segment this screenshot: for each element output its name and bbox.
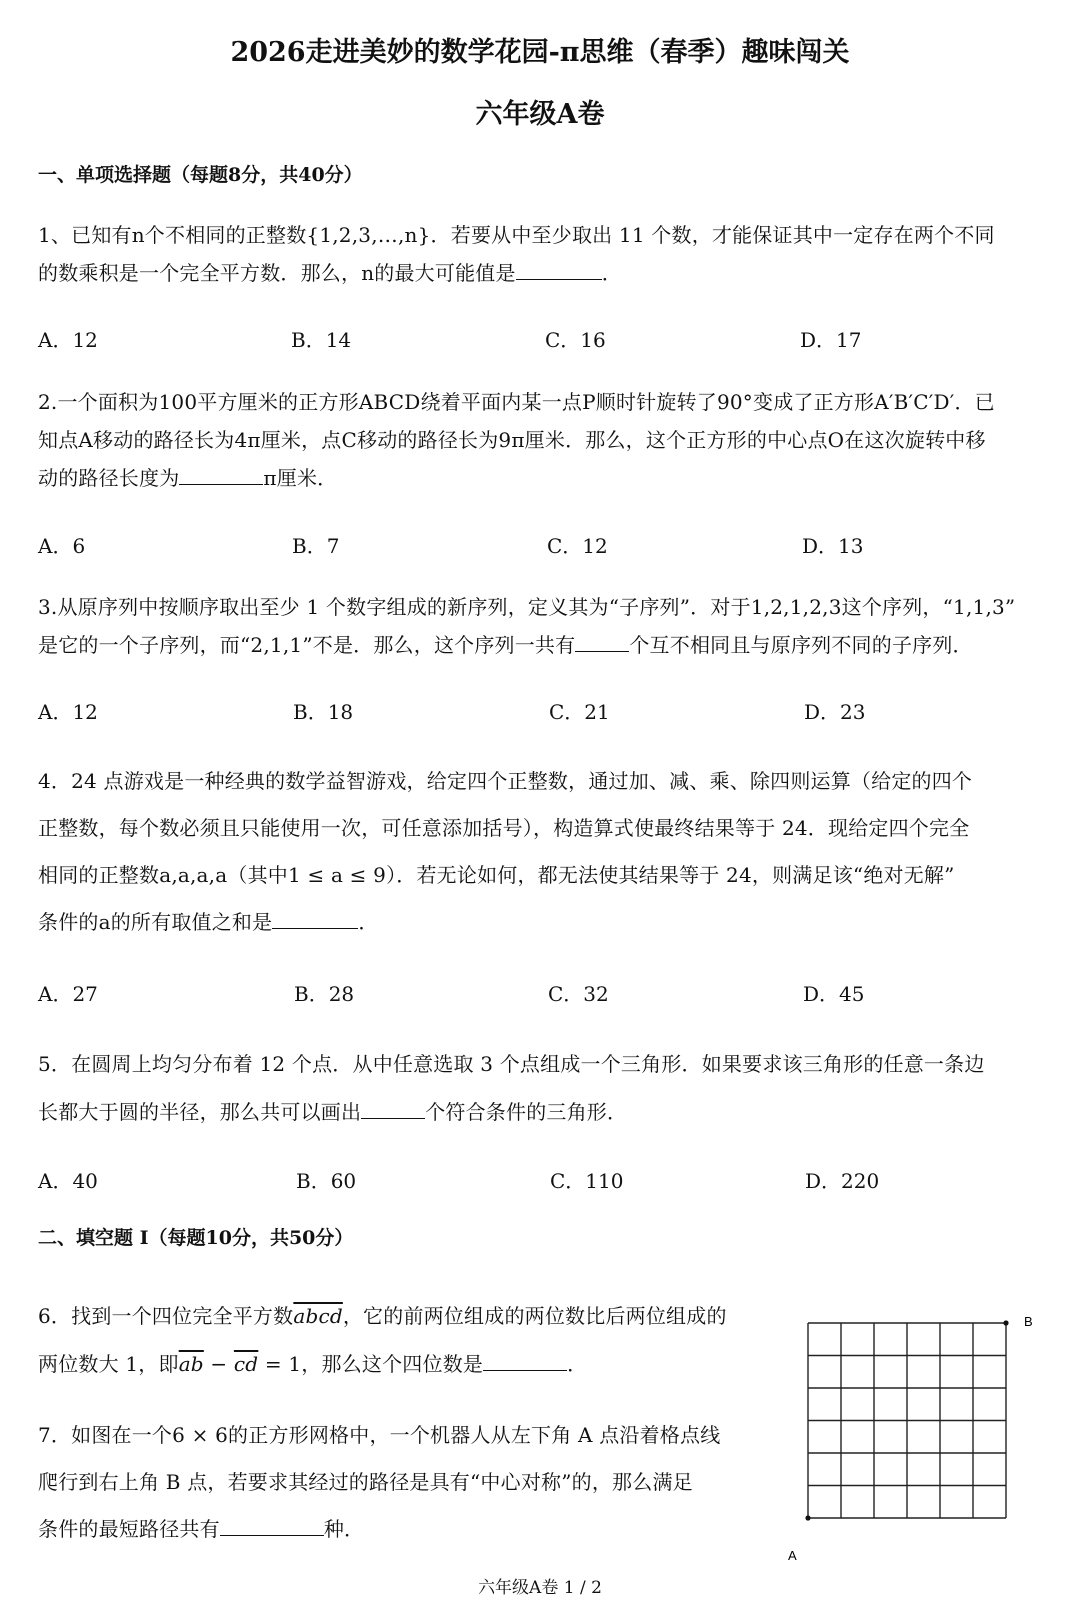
option-a: A．6 <box>38 534 86 558</box>
option-a: A．12 <box>38 328 98 352</box>
point-a-dot <box>805 1515 810 1520</box>
question-1-line-1: 1、已知有n个不相同的正整数{1,2,3,…,n}．若要从中至少取出 11 个数，才能保证其中一定存在两个不同 <box>38 223 995 247</box>
question-1 <box>38 216 1048 292</box>
question-2-line-3: 动的路径长度为 π厘米． <box>38 459 1048 497</box>
question-3-options <box>38 696 1048 726</box>
answer-blank <box>516 257 602 280</box>
exam-subtitle: 六年级A卷 <box>475 99 605 130</box>
answer-blank <box>483 1348 567 1371</box>
question-4-line-3: 相同的正整数a,a,a,a（其中1 ≤ a ≤ 9）．若无论如何，都无法使其结果等于 24，则满足该“绝对无解” <box>38 863 955 887</box>
point-a-label: A <box>788 1548 797 1563</box>
question-3 <box>38 588 1048 664</box>
option-c: C．110 <box>550 1169 624 1193</box>
answer-blank <box>220 1513 324 1536</box>
option-d: D．23 <box>804 700 866 724</box>
option-c: C．32 <box>548 982 609 1006</box>
option-b: B．7 <box>292 534 340 558</box>
option-d: D．220 <box>805 1169 880 1193</box>
option-b: B．18 <box>293 700 354 724</box>
question-7-line-3: 条件的最短路径共有 种． <box>38 1506 758 1553</box>
question-2-line-1: 2.一个面积为100平方厘米的正方形ABCD绕着平面内某一点P顺时针旋转了90°变成了正方形A′B′C′D′．已 <box>38 390 995 414</box>
question-4-line-1: 4．24 点游戏是一种经典的数学益智游戏，给定四个正整数，通过加、减、乘、除四则运算（给定的四个 <box>38 769 973 793</box>
option-a: A．27 <box>38 982 98 1006</box>
question-5 <box>38 1040 1048 1136</box>
question-7 <box>38 1412 758 1553</box>
question-5-options <box>38 1165 1048 1195</box>
grid-figure <box>788 1314 1040 1568</box>
option-c: C．21 <box>549 700 610 724</box>
option-c: C．12 <box>547 534 608 558</box>
page-footer: 六年级A卷 1 / 2 <box>478 1578 602 1598</box>
question-7-line-1: 7．如图在一个6 × 6的正方形网格中，一个机器人从左下角 A 点沿着格点线 <box>38 1423 721 1447</box>
question-6-line-2: 两位数大 1，即$\overline{ab} - \overline{cd} = 1$，那么这个四位数是 ． <box>38 1340 758 1388</box>
section-1-heading: 一、单项选择题（每题8分，共40分） <box>38 164 363 186</box>
question-2 <box>38 383 1048 497</box>
exam-title: 2026走进美妙的数学花园-π思维（春季）趣味闯关 <box>230 37 850 68</box>
grid-svg <box>788 1314 1040 1568</box>
question-6 <box>38 1292 758 1388</box>
question-1-options <box>38 324 1048 354</box>
answer-blank <box>272 906 358 929</box>
answer-blank <box>179 462 263 485</box>
option-b: B．60 <box>296 1169 357 1193</box>
question-5-line-2: 长都大于圆的半径，那么共可以画出 个符合条件的三角形． <box>38 1088 1048 1136</box>
question-2-line-2: 知点A移动的路径长为4π厘米，点C移动的路径长为9π厘米．那么，这个正方形的中心点O在这次旋转中移 <box>38 428 986 452</box>
question-4 <box>38 758 1048 946</box>
question-2-options <box>38 530 1048 560</box>
question-6-line-1: 6．找到一个四位完全平方数abcd，它的前两位组成的两位数比后两位组成的 <box>38 1304 727 1328</box>
question-4-line-2: 正整数，每个数必须且只能使用一次，可任意添加括号），构造算式使最终结果等于 24．现给定四个完全 <box>38 816 970 840</box>
option-b: B．14 <box>291 328 352 352</box>
answer-blank <box>361 1096 425 1119</box>
option-c: C．16 <box>545 328 606 352</box>
option-d: D．13 <box>802 534 864 558</box>
question-3-line-2: 是它的一个子序列，而“2,1,1”不是．那么，这个序列一共有 个互不相同且与原序列不同的子序列． <box>38 626 1048 664</box>
option-d: D．17 <box>800 328 862 352</box>
question-1-line-2: 的数乘积是一个完全平方数．那么，n的最大可能值是 ． <box>38 254 1048 292</box>
option-d: D．45 <box>803 982 865 1006</box>
option-a: A．40 <box>38 1169 98 1193</box>
question-3-line-1: 3.从原序列中按顺序取出至少 1 个数字组成的新序列，定义其为“子序列”．对于1,2,1,2,3这个序列，“1,1,3” <box>38 595 1016 619</box>
question-4-line-4: 条件的a的所有取值之和是 ． <box>38 899 1048 946</box>
point-b-dot <box>1003 1320 1008 1325</box>
answer-blank <box>575 629 629 652</box>
question-5-line-1: 5．在圆周上均匀分布着 12 个点．从中任意选取 3 个点组成一个三角形．如果要求该三角形的任意一条边 <box>38 1052 985 1076</box>
option-b: B．28 <box>294 982 355 1006</box>
option-a: A．12 <box>38 700 98 724</box>
point-b-label: B <box>1024 1314 1033 1329</box>
question-4-options <box>38 978 1048 1008</box>
section-2-heading: 二、填空题 I（每题10分，共50分） <box>38 1227 354 1249</box>
question-7-line-2: 爬行到右上角 B 点，若要求其经过的路径是具有“中心对称”的，那么满足 <box>38 1470 693 1494</box>
